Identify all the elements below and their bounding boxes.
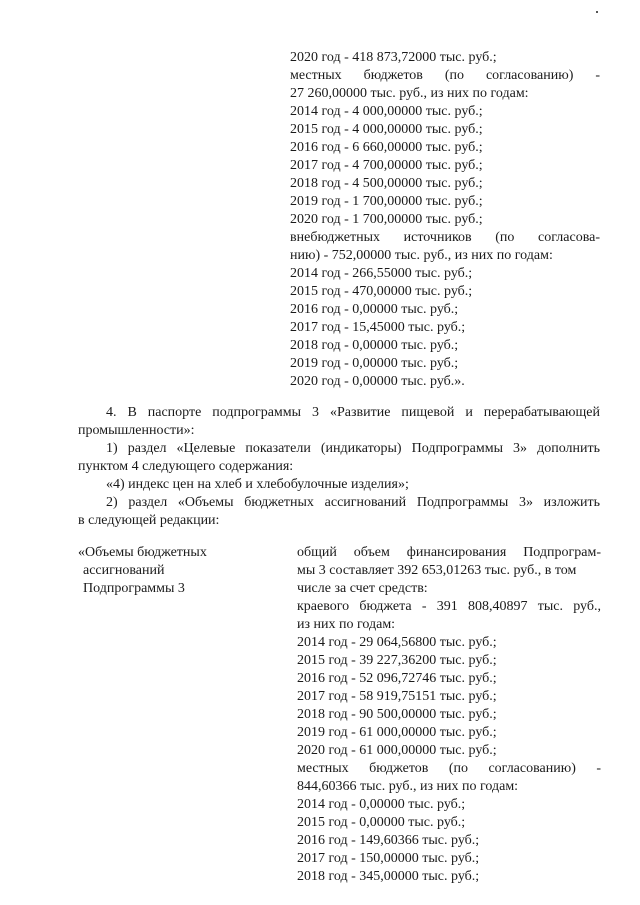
table-right-line: местных бюджетов (по согласованию) - bbox=[297, 761, 601, 776]
table-right-line: 2020 год - 61 000,00000 тыс. руб.; bbox=[297, 743, 497, 758]
table-right-line: 2017 год - 150,00000 тыс. руб.; bbox=[297, 851, 480, 866]
table-right-line: 2015 год - 0,00000 тыс. руб.; bbox=[297, 815, 466, 830]
text-line: 2016 год - 6 660,00000 тыс. руб.; bbox=[290, 140, 483, 155]
table-right-line: краевого бюджета - 391 808,40897 тыс. руб., bbox=[297, 599, 601, 614]
table-right-line: мы 3 составляет 392 653,01263 тыс. руб., в том bbox=[297, 563, 577, 578]
table-right-line: 844,60366 тыс. руб., из них по годам: bbox=[297, 779, 519, 794]
table-right-line: 2016 год - 52 096,72746 тыс. руб.; bbox=[297, 671, 497, 686]
text-line: 2017 год - 4 700,00000 тыс. руб.; bbox=[290, 158, 483, 173]
paragraph-line: промышленности»: bbox=[78, 423, 195, 438]
table-left-line: «Объемы бюджетных bbox=[78, 545, 207, 560]
paragraph-line: «4) индекс цен на хлеб и хлебобулочные изделия»; bbox=[106, 477, 409, 492]
text-line: нию) - 752,00000 тыс. руб., из них по годам: bbox=[290, 248, 553, 263]
paragraph-line: 1) раздел «Целевые показатели (индикаторы) Подпрограммы 3» дополнить bbox=[106, 441, 600, 456]
text-line: 2015 год - 470,00000 тыс. руб.; bbox=[290, 284, 473, 299]
paragraph-line: 4. В паспорте подпрограммы 3 «Развитие пищевой и перерабатывающей bbox=[106, 405, 600, 420]
text-line: 2019 год - 0,00000 тыс. руб.; bbox=[290, 356, 459, 371]
text-line: 2020 год - 418 873,72000 тыс. руб.; bbox=[290, 50, 497, 65]
text-line: 27 260,00000 тыс. руб., из них по годам: bbox=[290, 86, 529, 101]
text-line: 2018 год - 4 500,00000 тыс. руб.; bbox=[290, 176, 483, 191]
table-right-line: общий объем финансирования Подпрограм- bbox=[297, 545, 601, 560]
table-right-line: из них по годам: bbox=[297, 617, 396, 632]
text-line: 2018 год - 0,00000 тыс. руб.; bbox=[290, 338, 459, 353]
table-right-line: 2018 год - 345,00000 тыс. руб.; bbox=[297, 869, 480, 884]
table-right-line: 2014 год - 29 064,56800 тыс. руб.; bbox=[297, 635, 497, 650]
text-line: 2014 год - 4 000,00000 тыс. руб.; bbox=[290, 104, 483, 119]
table-right-line: 2014 год - 0,00000 тыс. руб.; bbox=[297, 797, 466, 812]
text-line: местных бюджетов (по согласованию) - bbox=[290, 68, 600, 83]
scan-mark bbox=[596, 11, 598, 13]
table-right-line: числе за счет средств: bbox=[297, 581, 428, 596]
paragraph-line: пунктом 4 следующего содержания: bbox=[78, 459, 294, 474]
text-line: 2020 год - 0,00000 тыс. руб.». bbox=[290, 374, 465, 389]
text-line: 2015 год - 4 000,00000 тыс. руб.; bbox=[290, 122, 483, 137]
paragraph-line: 2) раздел «Объемы бюджетных ассигнований Подпрограммы 3» изложить bbox=[106, 495, 600, 510]
table-right-line: 2019 год - 61 000,00000 тыс. руб.; bbox=[297, 725, 497, 740]
text-line: 2019 год - 1 700,00000 тыс. руб.; bbox=[290, 194, 483, 209]
text-line: 2020 год - 1 700,00000 тыс. руб.; bbox=[290, 212, 483, 227]
table-right-line: 2017 год - 58 919,75151 тыс. руб.; bbox=[297, 689, 497, 704]
table-left-line: ассигнований bbox=[83, 563, 165, 578]
text-line: 2014 год - 266,55000 тыс. руб.; bbox=[290, 266, 473, 281]
table-left-line: Подпрограммы 3 bbox=[83, 581, 185, 596]
paragraph-line: в следующей редакции: bbox=[78, 513, 220, 528]
text-line: 2017 год - 15,45000 тыс. руб.; bbox=[290, 320, 466, 335]
table-right-line: 2016 год - 149,60366 тыс. руб.; bbox=[297, 833, 480, 848]
text-line: 2016 год - 0,00000 тыс. руб.; bbox=[290, 302, 459, 317]
text-line: внебюджетных источников (по согласова- bbox=[290, 230, 600, 245]
table-right-line: 2018 год - 90 500,00000 тыс. руб.; bbox=[297, 707, 497, 722]
table-right-line: 2015 год - 39 227,36200 тыс. руб.; bbox=[297, 653, 497, 668]
